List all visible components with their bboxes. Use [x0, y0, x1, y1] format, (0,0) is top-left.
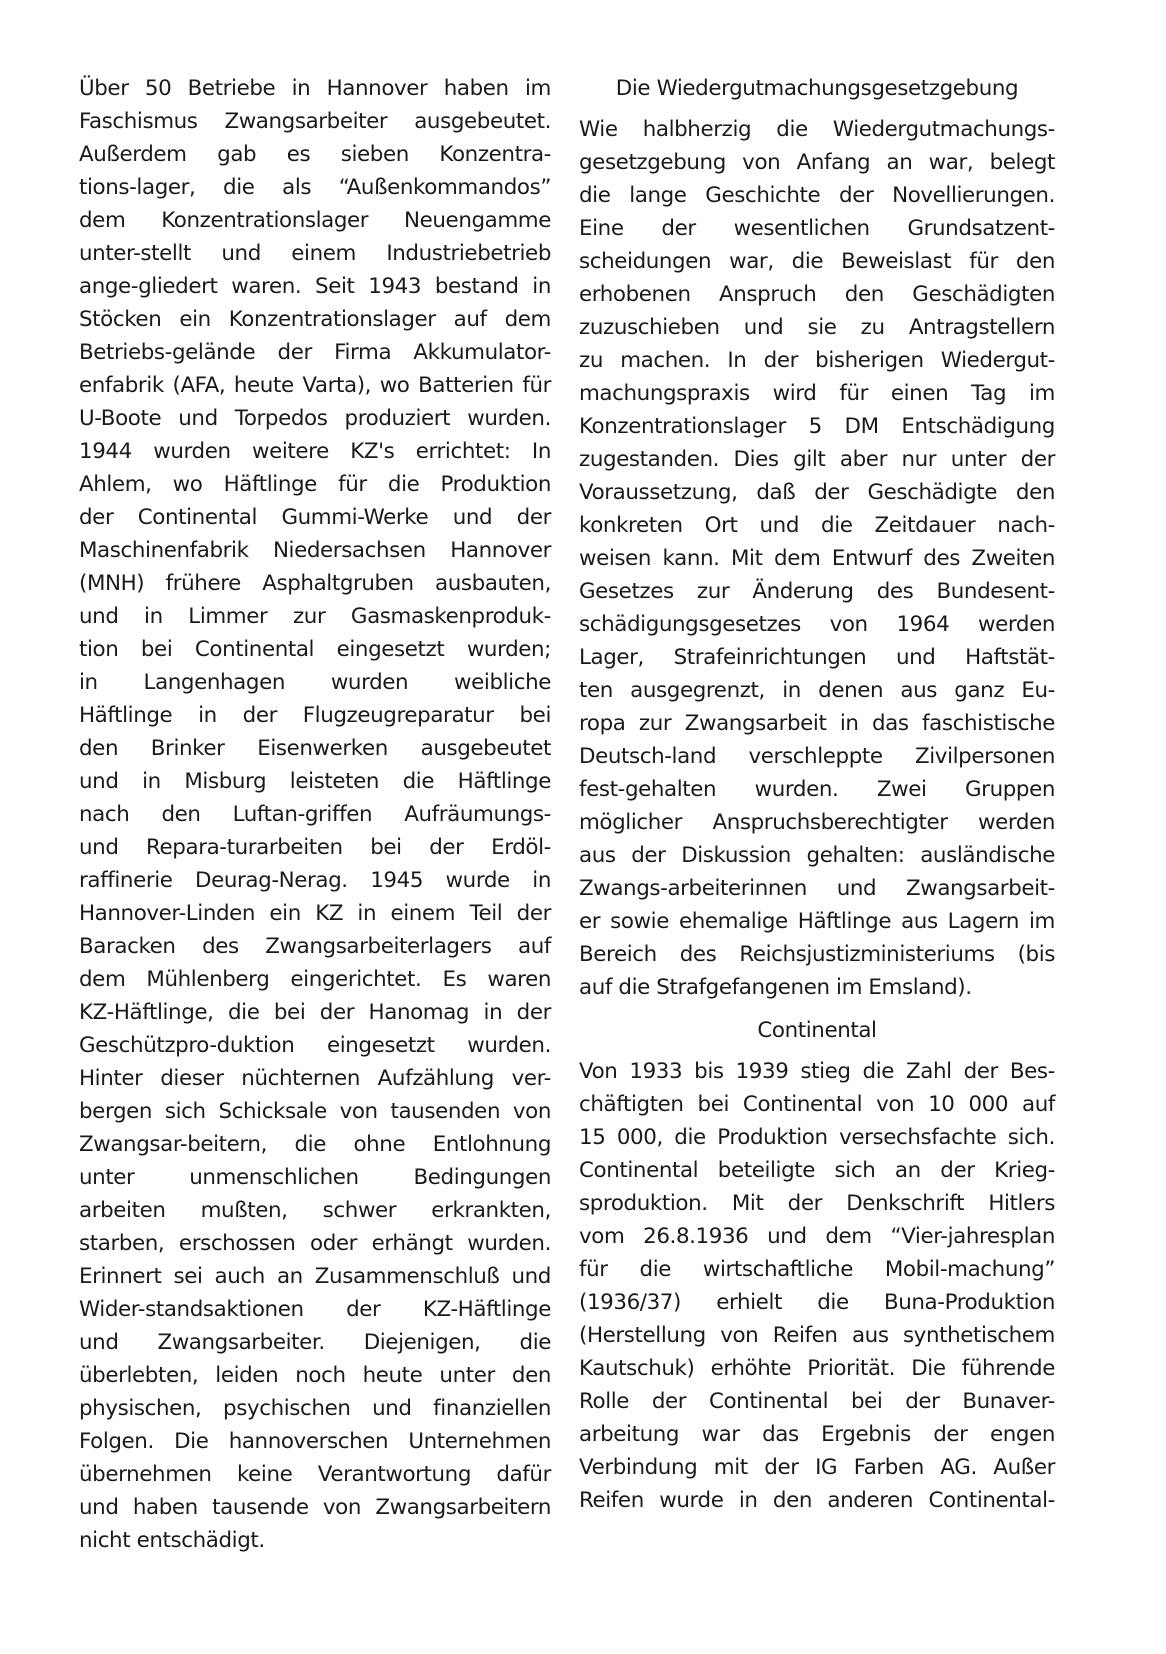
right-line: Voraussetzung, daß der Geschädigte den — [579, 480, 1055, 505]
left-line: Ahlem, wo Häftlinge für die Produktion — [79, 472, 551, 497]
right-line: Verbindung mit der IG Farben AG. Außer — [579, 1455, 1055, 1480]
left-line: Baracken des Zwangsarbeiterlagers auf — [79, 934, 551, 959]
right-line: er sowie ehemalige Häftlinge aus Lagern im — [579, 909, 1055, 934]
left-line: Maschinenfabrik Niedersachsen Hannover — [79, 538, 551, 563]
left-line: unter unmenschlichen Bedingungen — [79, 1165, 551, 1190]
left-line: U-Boote und Torpedos produziert wurden. — [79, 406, 551, 431]
left-line: bergen sich Schicksale von tausenden von — [79, 1099, 551, 1124]
right-line: ropa zur Zwangsarbeit in das faschistische — [579, 711, 1055, 736]
right-line: Von 1933 bis 1939 stieg die Zahl der Bes- — [579, 1059, 1055, 1084]
left-line: Außerdem gab es sieben Konzentra- — [79, 142, 551, 167]
left-line: (MNH) frühere Asphaltgruben ausbauten, — [79, 571, 551, 596]
left-line: arbeiten mußten, schwer erkrankten, — [79, 1198, 551, 1223]
right-line: arbeitung war das Ergebnis der engen — [579, 1422, 1055, 1447]
left-line: den Brinker Eisenwerken ausgebeutet — [79, 736, 551, 761]
left-line: 1944 wurden weitere KZ's errichtet: In — [79, 439, 551, 464]
left-line: physischen, psychischen und finanziellen — [79, 1396, 551, 1421]
right-line: gesetzgebung von Anfang an war, belegt — [579, 150, 1055, 175]
left-line: Wider-standsaktionen der KZ-Häftlinge — [79, 1297, 551, 1322]
left-line: Hinter dieser nüchternen Aufzählung ver- — [79, 1066, 551, 1091]
section-spacer — [579, 1004, 1055, 1014]
right-line: konkreten Ort und die Zeitdauer nach- — [579, 513, 1055, 538]
right-line: fest-gehalten wurden. Zwei Gruppen — [579, 777, 1055, 802]
left-line: Betriebs-gelände der Firma Akkumulator- — [79, 340, 551, 365]
right-line: Gesetzes zur Änderung des Bundesent- — [579, 579, 1055, 604]
right-line: Wie halbherzig die Wiedergutmachungs- — [579, 117, 1055, 142]
left-line: unter-stellt und einem Industriebetrieb — [79, 241, 551, 266]
right-line: machungspraxis wird für einen Tag im — [579, 381, 1055, 406]
left-line: raffinerie Deurag-Nerag. 1945 wurde in — [79, 868, 551, 893]
right-line: schädigungsgesetzes von 1964 werden — [579, 612, 1055, 637]
left-line: starben, erschossen oder erhängt wurden. — [79, 1231, 551, 1256]
left-line: Erinnert sei auch an Zusammenschluß und — [79, 1264, 551, 1289]
section-heading-wiedergutmachung: Die Wiedergutmachungsgesetzgebung — [615, 76, 1019, 101]
left-line: Faschismus Zwangsarbeiter ausgebeutet. — [79, 109, 551, 134]
right-line: (Herstellung von Reifen aus synthetischem — [579, 1323, 1055, 1348]
left-line: dem Mühlenberg eingerichtet. Es waren — [79, 967, 551, 992]
left-line: KZ-Häftlinge, die bei der Hanomag in der — [79, 1000, 551, 1025]
left-line: nach den Luftan-griffen Aufräumungs- — [79, 802, 551, 827]
left-line: Zwangsar-beitern, die ohne Entlohnung — [79, 1132, 551, 1157]
left-line: der Continental Gummi-Werke und der — [79, 505, 551, 530]
right-line: sproduktion. Mit der Denkschrift Hitlers — [579, 1191, 1055, 1216]
section-heading-continental: Continental — [757, 1018, 877, 1043]
right-line: zugestanden. Dies gilt aber nur unter der — [579, 447, 1055, 472]
right-line: Deutsch-land verschleppte Zivilpersonen — [579, 744, 1055, 769]
left-line: übernehmen keine Verantwortung dafür — [79, 1462, 551, 1487]
right-line: Eine der wesentlichen Grundsatzent- — [579, 216, 1055, 241]
right-line: aus der Diskussion gehalten: ausländische — [579, 843, 1055, 868]
right-line: Lager, Strafeinrichtungen und Haftstät- — [579, 645, 1055, 670]
left-line: und in Limmer zur Gasmaskenproduk- — [79, 604, 551, 629]
right-line: Kautschuk) erhöhte Priorität. Die führende — [579, 1356, 1055, 1381]
left-line: nicht entschädigt. — [79, 1528, 265, 1553]
left-line: Hannover-Linden ein KZ in einem Teil der — [79, 901, 551, 926]
right-line: vom 26.8.1936 und dem “Vier-jahresplan — [579, 1224, 1055, 1249]
right-line: 15 000, die Produktion versechsfachte sich. — [579, 1125, 1055, 1150]
left-line: und Zwangsarbeiter. Diejenigen, die — [79, 1330, 551, 1355]
right-line: Reifen wurde in den anderen Continental- — [579, 1488, 1055, 1513]
left-line: dem Konzentrationslager Neuengamme — [79, 208, 551, 233]
right-line: scheidungen war, die Beweislast für den — [579, 249, 1055, 274]
left-column — [79, 72, 551, 1557]
right-line: für die wirtschaftliche Mobil-machung” — [579, 1257, 1055, 1282]
right-line: zuzuschieben und sie zu Antragstellern — [579, 315, 1055, 340]
right-line: erhobenen Anspruch den Geschädigten — [579, 282, 1055, 307]
left-line: Stöcken ein Konzentrationslager auf dem — [79, 307, 551, 332]
left-line: und in Misburg leisteten die Häftlinge — [79, 769, 551, 794]
right-line: ten ausgegrenzt, in denen aus ganz Eu- — [579, 678, 1055, 703]
right-line: Continental beteiligte sich an der Krieg- — [579, 1158, 1055, 1183]
right-line: (1936/37) erhielt die Buna-Produktion — [579, 1290, 1055, 1315]
right-column — [579, 72, 1055, 1517]
left-line: ange-gliedert waren. Seit 1943 bestand in — [79, 274, 551, 299]
right-line: chäftigten bei Continental von 10 000 auf — [579, 1092, 1055, 1117]
right-line: Rolle der Continental bei der Bunaver- — [579, 1389, 1055, 1414]
right-line: Zwangs-arbeiterinnen und Zwangsarbeit- — [579, 876, 1055, 901]
left-line: enfabrik (AFA, heute Varta), wo Batterien für — [79, 373, 551, 398]
right-line: die lange Geschichte der Novellierungen. — [579, 183, 1055, 208]
right-line: weisen kann. Mit dem Entwurf des Zweiten — [579, 546, 1055, 571]
left-line: in Langenhagen wurden weibliche — [79, 670, 551, 695]
right-line: Bereich des Reichsjustizministeriums (bis — [579, 942, 1055, 967]
left-line: tions-lager, die als “Außenkommandos” — [79, 175, 551, 200]
left-line: Häftlinge in der Flugzeugreparatur bei — [79, 703, 551, 728]
right-line: zu machen. In der bisherigen Wiedergut- — [579, 348, 1055, 373]
left-line: Über 50 Betriebe in Hannover haben im — [79, 76, 551, 101]
right-line: Konzentrationslager 5 DM Entschädigung — [579, 414, 1055, 439]
left-line: und haben tausende von Zwangsarbeitern — [79, 1495, 551, 1520]
left-line: und Repara-turarbeiten bei der Erdöl- — [79, 835, 551, 860]
left-line: Geschützpro-duktion eingesetzt wurden. — [79, 1033, 551, 1058]
left-line: überlebten, leiden noch heute unter den — [79, 1363, 551, 1388]
left-line: tion bei Continental eingesetzt wurden; — [79, 637, 551, 662]
right-line: auf die Strafgefangenen im Emsland). — [579, 975, 972, 1000]
left-line: Folgen. Die hannoverschen Unternehmen — [79, 1429, 551, 1454]
right-line: möglicher Anspruchsberechtigter werden — [579, 810, 1055, 835]
